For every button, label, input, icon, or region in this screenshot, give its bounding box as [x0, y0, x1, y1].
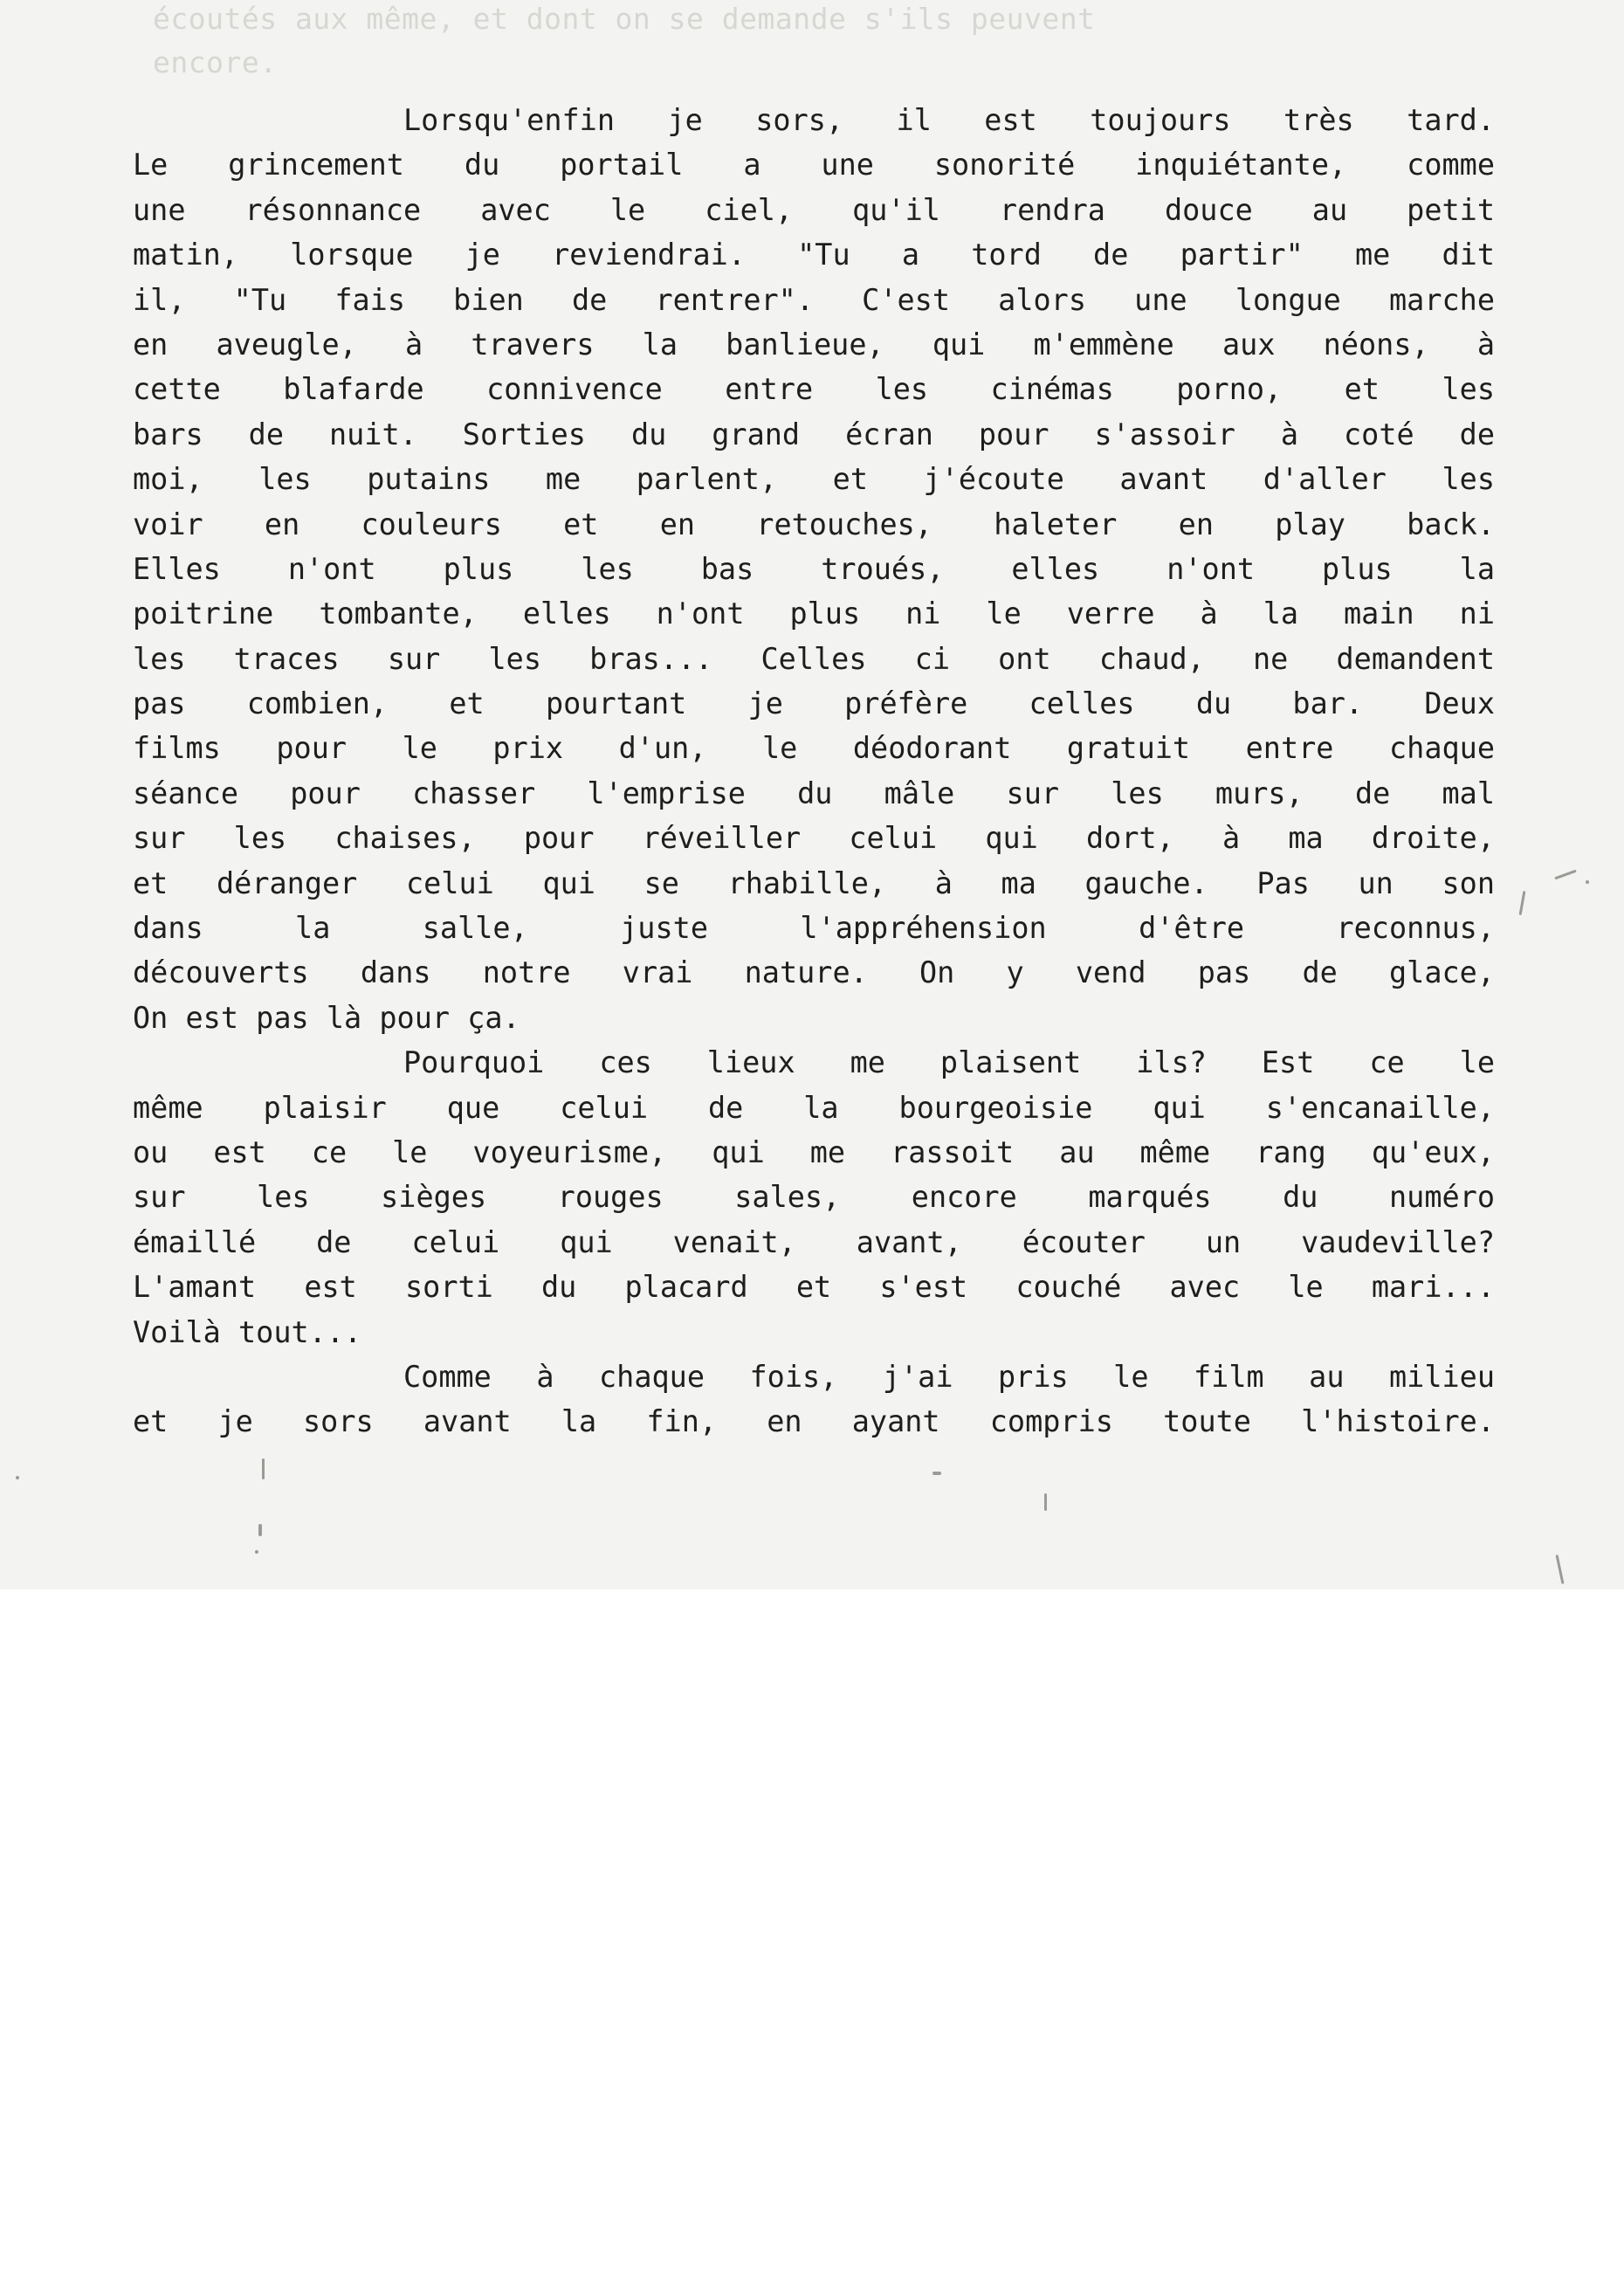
text-line: séance pour chasser l'emprise du mâle sur les murs, de mal	[133, 776, 1495, 810]
text-line: en aveugle, à travers la banlieue, qui m'emmène aux néons, à	[133, 327, 1495, 362]
text-line: voir en couleurs et en retouches, haleter en play back.	[133, 507, 1495, 541]
text-line: découverts dans notre vrai nature. On y vend pas de glace,	[133, 955, 1495, 990]
text-line: pas combien, et pourtant je préfère celles du bar. Deux	[133, 686, 1495, 721]
scan-speck	[1554, 870, 1576, 880]
text-line: il, "Tu fais bien de rentrer". C'est alors une longue marche	[133, 282, 1495, 317]
text-line: Lorsqu'enfin je sors, il est toujours très tard.	[403, 103, 1495, 137]
text-line: sur les sièges rouges sales, encore marqués du numéro	[133, 1180, 1495, 1215]
text-line: sur les chaises, pour réveiller celui qui dort, à ma droite,	[133, 821, 1495, 856]
paragraph	[133, 1355, 1495, 1444]
text-line: films pour le prix d'un, le déodorant gratuit entre chaque	[133, 731, 1495, 766]
scan-speck	[932, 1472, 941, 1475]
text-line: et déranger celui qui se rhabille, à ma gauche. Pas un son	[133, 865, 1495, 900]
text-line: Le grincement du portail a une sonorité inquiétante, comme	[133, 148, 1495, 183]
text-line: L'amant est sorti du placard et s'est couché avec le mari...	[133, 1270, 1495, 1305]
paragraph	[133, 1040, 1495, 1355]
typewritten-text	[133, 98, 1495, 1444]
text-line: cette blafarde connivence entre les cinémas porno, et les	[133, 372, 1495, 407]
text-line: une résonnance avec le ciel, qu'il rendra douce au petit	[133, 192, 1495, 227]
text-line: Elles n'ont plus les bas troués, elles n'ont plus la	[133, 551, 1495, 586]
scan-speck	[262, 1458, 265, 1479]
text-line: émaillé de celui qui venait, avant, écouter un vaudeville?	[133, 1224, 1495, 1259]
text-line: Comme à chaque fois, j'ai pris le film au milieu	[403, 1359, 1495, 1394]
text-line: matin, lorsque je reviendrai. "Tu a tord de partir" me dit	[133, 238, 1495, 272]
scan-speck	[1555, 1555, 1564, 1584]
bleed-through-text: encore.	[153, 45, 278, 79]
text-line: bars de nuit. Sorties du grand écran pour s'assoir à coté de	[133, 417, 1495, 452]
text-line: même plaisir que celui de la bourgeoisie qui s'encanaille,	[133, 1090, 1495, 1125]
text-line: moi, les putains me parlent, et j'écoute avant d'aller les	[133, 462, 1495, 497]
text-line: ou est ce le voyeurisme, qui me rassoit au même rang qu'eux,	[133, 1134, 1495, 1169]
scan-speck	[1044, 1493, 1047, 1511]
scan-speck	[1586, 880, 1589, 884]
scan-speck	[1519, 891, 1526, 915]
text-line: et je sors avant la fin, en ayant compris toute l'histoire.	[133, 1404, 1495, 1439]
text-line: dans la salle, juste l'appréhension d'être reconnus,	[133, 911, 1495, 946]
scan-speck	[255, 1550, 258, 1554]
paragraph	[133, 98, 1495, 1040]
scan-speck	[16, 1476, 19, 1479]
text-line: poitrine tombante, elles n'ont plus ni le verre à la main ni	[133, 596, 1495, 631]
text-line: Pourquoi ces lieux me plaisent ils? Est ce le	[403, 1045, 1495, 1080]
text-line: Voilà tout...	[133, 1314, 362, 1349]
bleed-through-text: écoutés aux même, et dont on se demande s'ils peuvent	[153, 2, 1096, 36]
text-line: On est pas là pour ça.	[133, 1000, 520, 1035]
scan-speck	[258, 1524, 262, 1536]
text-line: les traces sur les bras... Celles ci ont chaud, ne demandent	[133, 641, 1495, 676]
